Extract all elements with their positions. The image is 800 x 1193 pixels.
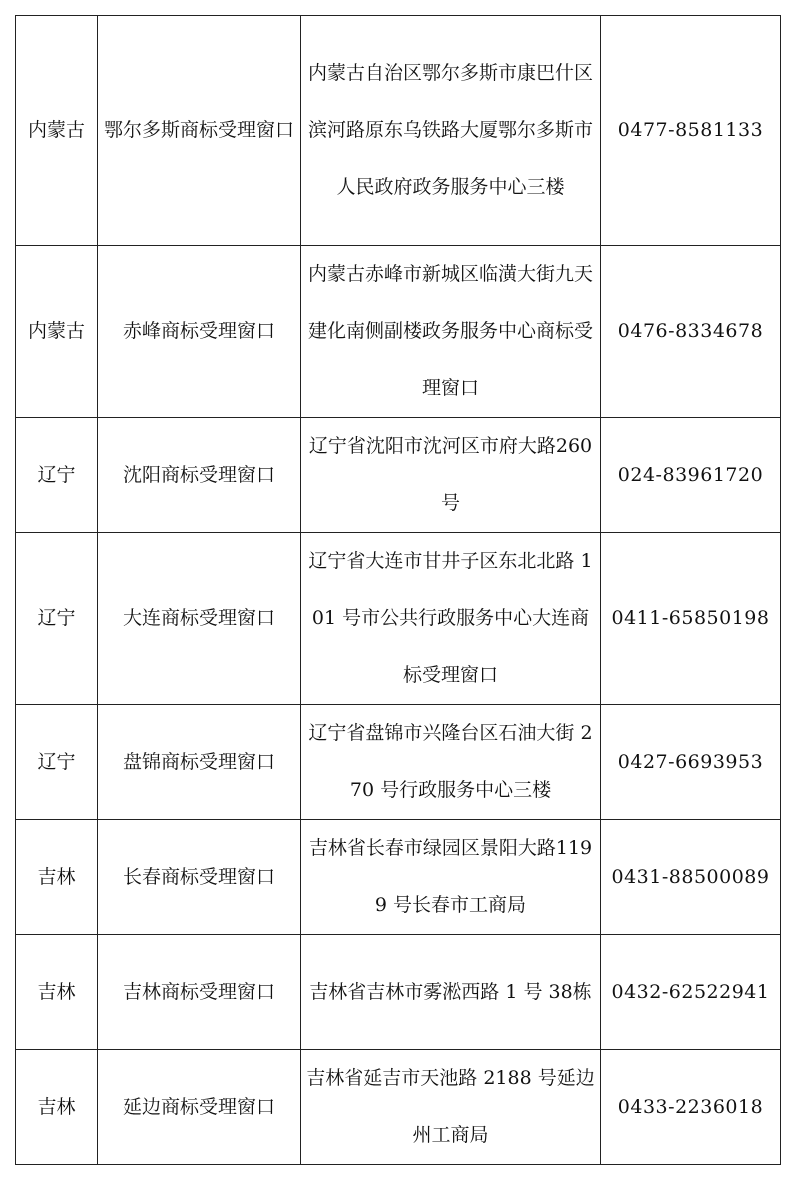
phone-cell: 0433-2236018 [601,1050,781,1165]
window-name-cell: 盘锦商标受理窗口 [98,705,301,820]
window-name-cell: 长春商标受理窗口 [98,820,301,935]
province-cell: 吉林 [16,1050,98,1165]
table-row [16,820,781,935]
table-row [16,16,781,246]
table-row [16,705,781,820]
province-cell: 辽宁 [16,705,98,820]
province-cell: 辽宁 [16,533,98,705]
phone-cell: 0477-8581133 [601,16,781,246]
window-name-cell: 吉林商标受理窗口 [98,935,301,1050]
address-cell: 吉林省吉林市雾淞西路 1 号 38栋 [301,935,601,1050]
address-cell: 吉林省长春市绿园区景阳大路1199 号长春市工商局 [301,820,601,935]
phone-cell: 0411-65850198 [601,533,781,705]
address-cell: 辽宁省大连市甘井子区东北北路 101 号市公共行政服务中心大连商标受理窗口 [301,533,601,705]
trademark-office-table [15,15,781,1165]
table-row [16,418,781,533]
address-cell: 吉林省延吉市天池路 2188 号延边州工商局 [301,1050,601,1165]
table-row [16,533,781,705]
phone-cell: 0476-8334678 [601,246,781,418]
phone-cell: 0431-88500089 [601,820,781,935]
address-cell: 内蒙古自治区鄂尔多斯市康巴什区滨河路原东乌铁路大厦鄂尔多斯市人民政府政务服务中心三楼 [301,16,601,246]
window-name-cell: 鄂尔多斯商标受理窗口 [98,16,301,246]
address-cell: 辽宁省盘锦市兴隆台区石油大街 270 号行政服务中心三楼 [301,705,601,820]
window-name-cell: 赤峰商标受理窗口 [98,246,301,418]
phone-cell: 024-83961720 [601,418,781,533]
phone-cell: 0427-6693953 [601,705,781,820]
window-name-cell: 沈阳商标受理窗口 [98,418,301,533]
window-name-cell: 大连商标受理窗口 [98,533,301,705]
province-cell: 吉林 [16,820,98,935]
table-row [16,1050,781,1165]
table-row [16,246,781,418]
province-cell: 吉林 [16,935,98,1050]
address-cell: 内蒙古赤峰市新城区临潢大街九天建化南侧副楼政务服务中心商标受理窗口 [301,246,601,418]
address-cell: 辽宁省沈阳市沈河区市府大路260 号 [301,418,601,533]
phone-cell: 0432-62522941 [601,935,781,1050]
province-cell: 内蒙古 [16,16,98,246]
table-row [16,935,781,1050]
province-cell: 内蒙古 [16,246,98,418]
window-name-cell: 延边商标受理窗口 [98,1050,301,1165]
province-cell: 辽宁 [16,418,98,533]
